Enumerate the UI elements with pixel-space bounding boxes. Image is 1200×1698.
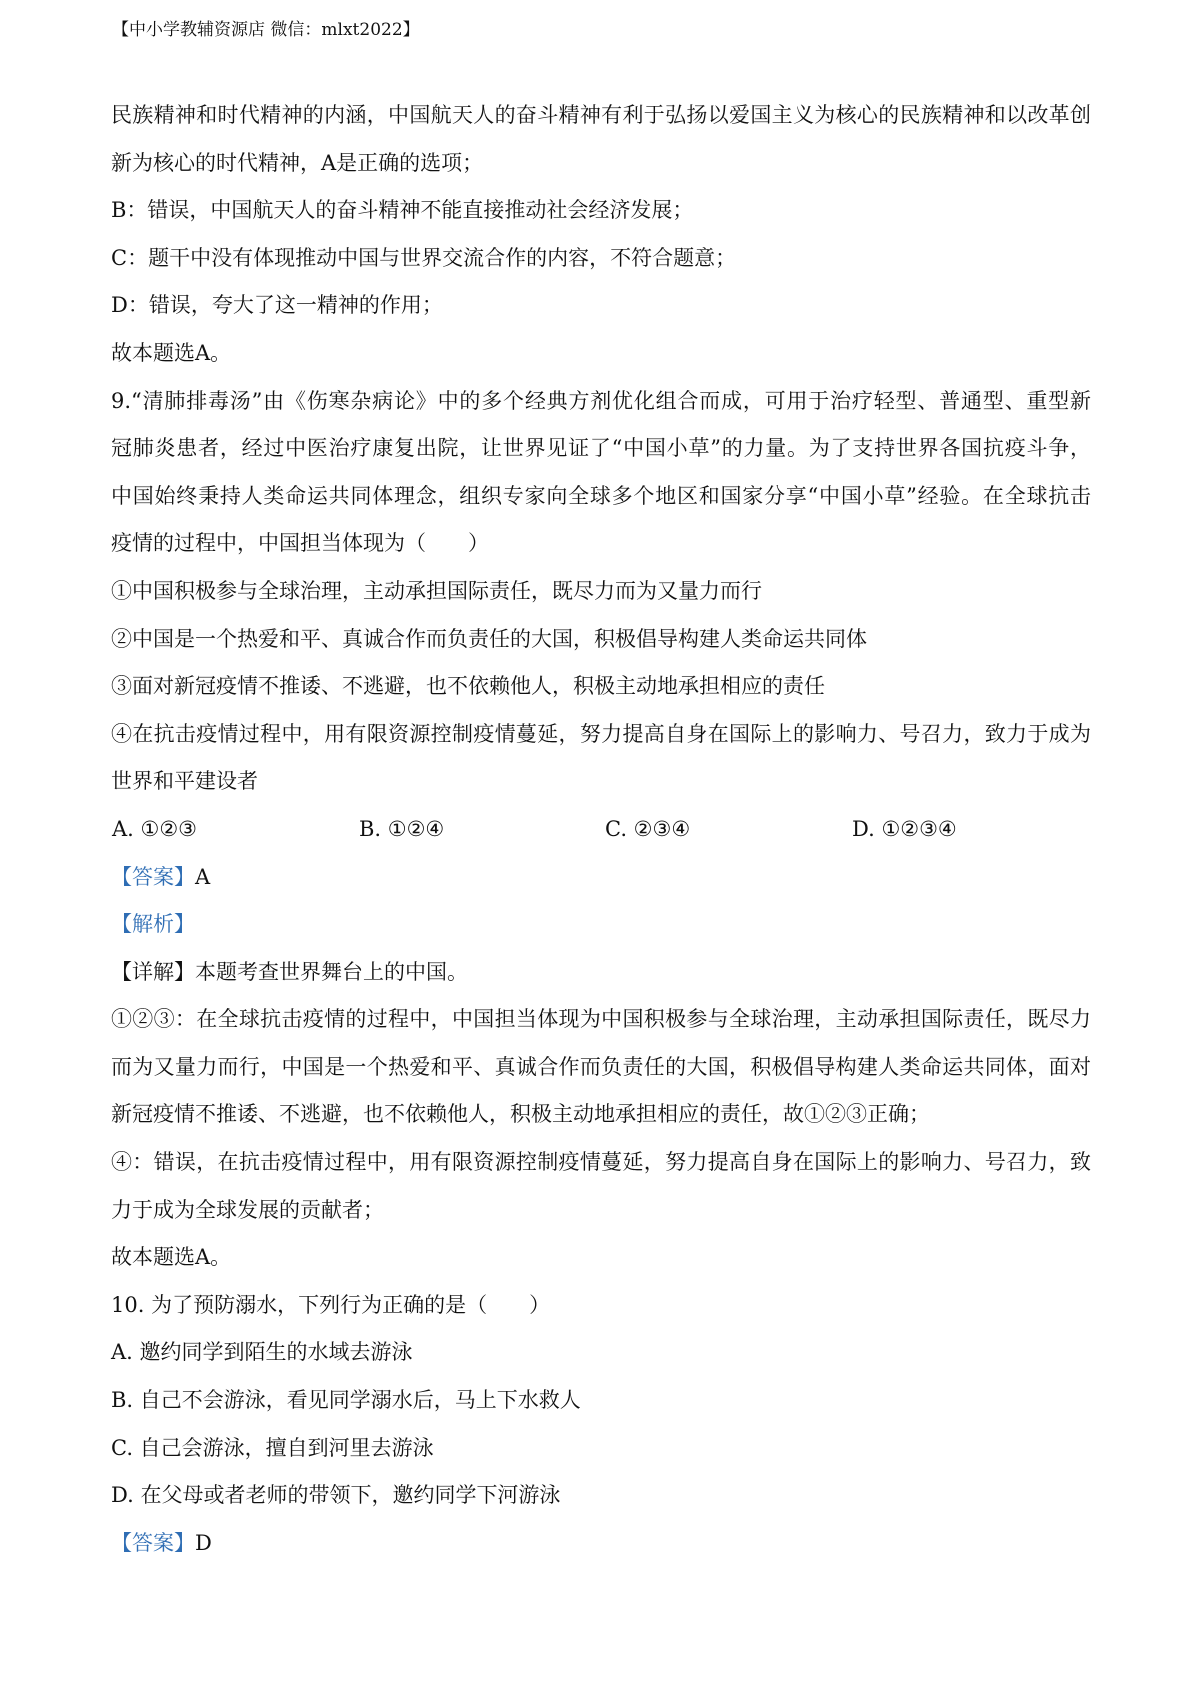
- choice-a: A. ①②③: [112, 816, 197, 841]
- answer-label: 【答案】: [111, 864, 195, 889]
- question-9-stem-line: 9.“清肺排毒汤”由《伤寒杂病论》中的多个经典方剂优化组合而成，可用于治疗轻型、普通型、重型新: [111, 388, 1091, 413]
- choice-d: D. ①②③④: [852, 816, 957, 841]
- statement-3: ③面对新冠疫情不推诿、不逃避，也不依赖他人，积极主动地承担相应的责任: [111, 674, 825, 699]
- page-header-watermark: 【中小学教辅资源店 微信：mlxt2022】: [112, 20, 420, 40]
- answer-line: [111, 1520, 1091, 1568]
- question-9-choices: [111, 806, 1091, 854]
- question-9-stem-line: 疫情的过程中，中国担当体现为（ ）: [111, 531, 489, 556]
- choice-c: C. ②③④: [605, 816, 691, 841]
- detail-line: ①②③：在全球抗击疫情的过程中，中国担当体现为中国积极参与全球治理，主动承担国际责任，既尽力: [111, 1007, 1091, 1032]
- question-10-stem: 10. 为了预防溺水，下列行为正确的是（ ）: [111, 1292, 551, 1317]
- question-10-option-b: B. 自己不会游泳，看见同学溺水后，马上下水救人: [111, 1388, 581, 1413]
- question-9-stem-line: 中国始终秉持人类命运共同体理念，组织专家向全球多个地区和国家分享“中国小草”经验。在全球抗击: [111, 483, 1091, 508]
- detail-intro: 本题考查世界舞台上的中国。: [195, 959, 468, 984]
- statement-4-continued: 世界和平建设者: [111, 769, 258, 794]
- detail-line: 而为又量力而行，中国是一个热爱和平、真诚合作而负责任的大国，积极倡导构建人类命运共同体，面对: [111, 1054, 1091, 1079]
- question-9-stem-line: 冠肺炎患者，经过中医治疗康复出院，让世界见证了“中国小草”的力量。为了支持世界各国抗疫斗争，: [111, 436, 1091, 461]
- answer-value: D: [195, 1530, 212, 1555]
- question-10-option-d: D. 在父母或者老师的带领下，邀约同学下河游泳: [111, 1483, 561, 1508]
- detail-line: ④：错误，在抗击疫情过程中，用有限资源控制疫情蔓延，努力提高自身在国际上的影响力、号召力，致: [111, 1150, 1091, 1175]
- option-d-explanation: D：错误，夸大了这一精神的作用；: [111, 293, 443, 318]
- analysis-line: 民族精神和时代精神的内涵，中国航天人的奋斗精神有利于弘扬以爱国主义为核心的民族精神和以改革创: [111, 103, 1091, 127]
- conclusion: 故本题选A。: [111, 340, 232, 365]
- detail-heading: [111, 949, 1091, 997]
- answer-value: A: [195, 864, 211, 889]
- question-10-option-a: A. 邀约同学到陌生的水域去游泳: [111, 1340, 413, 1365]
- statement-2: ②中国是一个热爱和平、真诚合作而负责任的大国，积极倡导构建人类命运共同体: [111, 626, 867, 651]
- option-c-explanation: C：题干中没有体现推动中国与世界交流合作的内容，不符合题意；: [111, 245, 737, 270]
- statement-1: ①中国积极参与全球治理，主动承担国际责任，既尽力而为又量力而行: [111, 578, 762, 603]
- analysis-line: 新为核心的时代精神，A是正确的选项；: [111, 150, 484, 175]
- detail-label: 【详解】: [111, 959, 195, 984]
- detail-line: 力于成为全球发展的贡献者；: [111, 1197, 384, 1222]
- document-body: [111, 92, 1091, 1567]
- question-10-option-c: C. 自己会游泳，擅自到河里去游泳: [111, 1435, 434, 1460]
- statement-4: ④在抗击疫情过程中，用有限资源控制疫情蔓延，努力提高自身在国际上的影响力、号召力，致力于成为: [111, 721, 1091, 746]
- option-b-explanation: B：错误，中国航天人的奋斗精神不能直接推动社会经济发展；: [111, 198, 694, 223]
- conclusion: 故本题选A。: [111, 1245, 232, 1270]
- answer-label: 【答案】: [111, 1530, 195, 1555]
- choice-b: B. ①②④: [359, 816, 445, 841]
- analysis-label: 【解析】: [111, 912, 195, 937]
- answer-line: [111, 854, 1091, 902]
- analysis-heading: [111, 901, 1091, 949]
- detail-line: 新冠疫情不推诿、不逃避，也不依赖他人，积极主动地承担相应的责任，故①②③正确；: [111, 1102, 930, 1127]
